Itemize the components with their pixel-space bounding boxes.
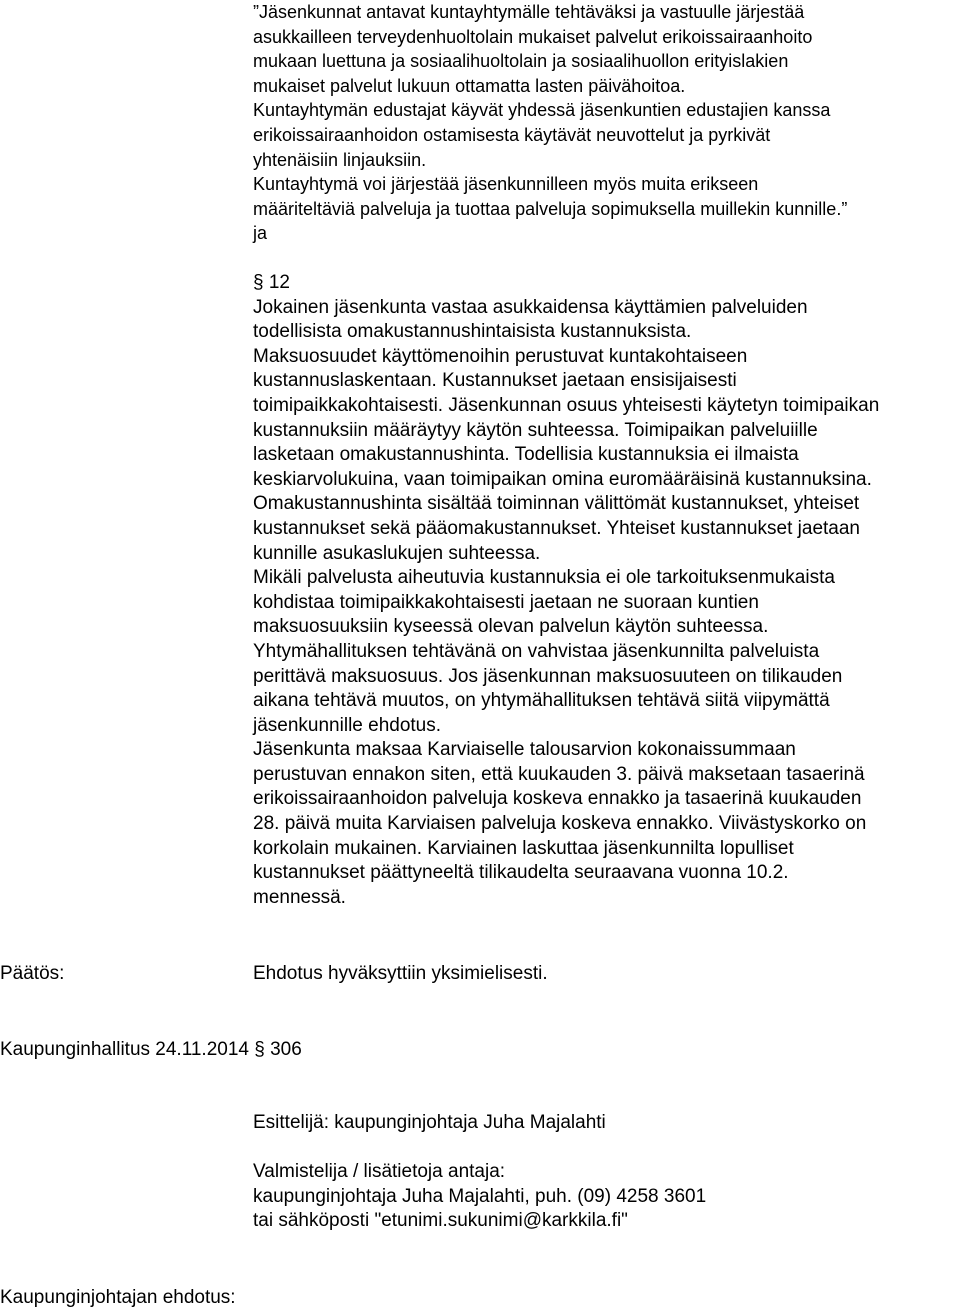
text-line: mukaan luettuna ja sosiaalihuoltolain ja sosiaalihuollon erityislakien [253, 51, 789, 72]
text-line: määriteltäviä palveluja ja tuottaa palveluja sopimuksella muillekin kunnille.” [253, 198, 848, 219]
text-line: Omakustannushinta sisältää toiminnan välittömät kustannukset, yhteiset [253, 493, 860, 515]
text-line: toimipaikkakohtaisesti. Jäsenkunnan osuus yhteisesti käytetyn toimipaikan [253, 394, 880, 416]
text-line: erikoissairaanhoidon ostamisesta käytävät neuvottelut ja pyrkivät [253, 124, 771, 145]
text-line: Kuntayhtymän edustajat käyvät yhdessä jäsenkuntien edustajien kanssa [253, 100, 831, 121]
presenter-text: Esittelijä: kaupunginjohtaja Juha Majalahti [253, 1112, 606, 1133]
text-line: ”Jäsenkunnat antavat kuntayhtymälle tehtäväksi ja vastuulle järjestää [253, 2, 805, 22]
text-line: kohdistaa toimipaikkakohtaisesti jaetaan ne suoraan kuntien [253, 591, 759, 613]
text-line: lasketaan omakustannushinta. Todellisia kustannuksia ei ilmaista [253, 444, 799, 466]
quoted-agreement-text [253, 0, 960, 246]
presenter-block [253, 1111, 960, 1136]
section-number: § 12 [253, 272, 290, 293]
preparer-label: Valmistelija / lisätietoja antaja: [253, 1161, 506, 1182]
text-line: Yhtymähallituksen tehtävänä on vahvistaa jäsenkunnilta palveluista [253, 640, 820, 662]
text-line: Kuntayhtymä voi järjestää jäsenkunnilleen myös muita erikseen [253, 174, 759, 195]
text-line: korkolain mukainen. Karviainen laskuttaa jäsenkunnilta lopulliset [253, 837, 794, 859]
text-line: perustuvan ennakon siten, että kuukauden 3. päivä maksetaan tasaerinä [253, 763, 865, 785]
meeting-heading: Kaupunginhallitus 24.11.2014 § 306 [0, 1039, 302, 1060]
text-line: kustannuksiin määräytyy käytön suhteessa. Toimipaikan palveluiille [253, 419, 818, 441]
text-line: keskiarvolukuina, vaan toimipaikan omina euromääräisinä kustannuksina. [253, 468, 872, 490]
text-line: yhtenäisiin linjauksiin. [253, 149, 427, 170]
text-line: mennessä. [253, 886, 346, 908]
text-line: Jokainen jäsenkunta vastaa asukkaidensa käyttämien palveluiden [253, 296, 808, 318]
text-line: Mikäli palvelusta aiheutuvia kustannuksia ei ole tarkoituksenmukaista [253, 567, 835, 589]
text-line: kunnille asukaslukujen suhteessa. [253, 542, 541, 564]
text-line: erikoissairaanhoidon palveluja koskeva ennakko ja tasaerinä kuukauden [253, 788, 862, 810]
text-line: jäsenkunnille ehdotus. [253, 714, 442, 736]
text-line: kustannukset päättyneeltä tilikaudelta seuraavana vuonna 10.2. [253, 862, 789, 884]
text-line: perittävä maksuosuus. Jos jäsenkunnan maksuosuuteen on tilikauden [253, 665, 843, 687]
decision-text-block [253, 962, 960, 987]
text-line: mukaiset palvelut lukuun ottamatta lasten päivähoitoa. [253, 75, 686, 96]
text-line: kustannuslaskentaan. Kustannukset jaetaan ensisijaisesti [253, 370, 737, 392]
decision-text: Ehdotus hyväksyttiin yksimielisesti. [253, 963, 548, 984]
text-line: 28. päivä muita Karviaisen palveluja koskeva ennakko. Viivästyskorko on [253, 813, 867, 835]
preparer-contact: kaupunginjohtaja Juha Majalahti, puh. (09) 4258 3601 [253, 1185, 707, 1207]
text-line: Jäsenkunta maksaa Karviaiselle talousarvion kokonaissummaan [253, 739, 796, 761]
text-line: todellisista omakustannushintaisista kustannuksista. [253, 321, 692, 343]
decision-label: Päätös: [0, 963, 65, 984]
text-line: ja [253, 223, 268, 244]
text-line: Maksuosuudet käyttömenoihin perustuvat kuntakohtaiseen [253, 345, 748, 367]
proposal-label: Kaupunginjohtajan ehdotus: [0, 1287, 236, 1308]
section-12-text [253, 271, 960, 910]
text-line: asukkailleen terveydenhuoltolain mukaiset palvelut erikoissairaanhoito [253, 26, 813, 47]
text-line: maksuosuuksiin kyseessä olevan palvelun käytön suhteessa. [253, 616, 769, 638]
text-line: aikana tehtävä muutos, on yhtymähallituksen tehtävä siitä viipymättä [253, 690, 830, 712]
text-line: kustannukset sekä pääomakustannukset. Yhteiset kustannukset jaetaan [253, 517, 860, 539]
preparer-block [253, 1160, 960, 1234]
preparer-email: tai sähköposti "etunimi.sukunimi@karkkila.fi" [253, 1210, 628, 1232]
